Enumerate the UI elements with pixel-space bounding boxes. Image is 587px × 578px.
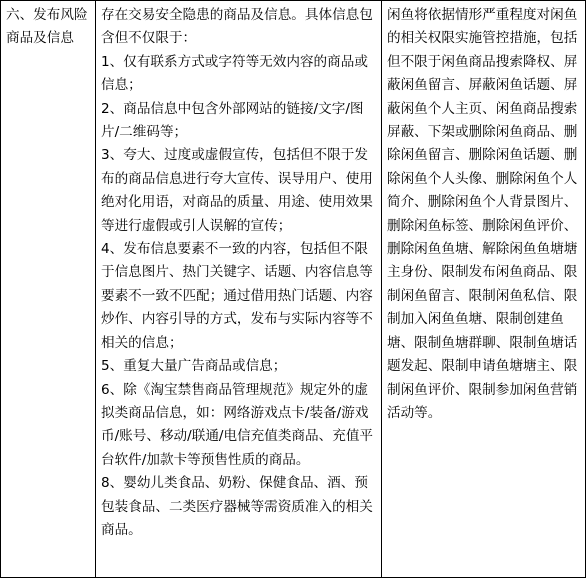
description-item-5: 5、重复大量广告商品或信息； [101, 358, 287, 375]
description-item-2: 2、商品信息中包含外部网站的链接/文字/图片/二维码等； [101, 100, 364, 141]
description-item-4: 4、发布信息要素不一致的内容，包括但不限于信息图片、热门关键字、话题、内容信息等要素不一致不匹配；通过借用热门话题、内容炒作、内容引导的方式，发布与实际内容等不相关的信息； [101, 241, 373, 351]
description-item-1: 1、仅有联系方式或字符等无效内容的商品或信息； [101, 53, 368, 94]
description-item-8: 8、婴幼儿类食品、奶粉、保健食品、酒、预包装食品、二类医疗器械等需资质准入的相关商品。 [101, 475, 373, 538]
description-item-3: 3、夸大、过度或虚假宣传，包括但不限于发布的商品信息进行夸大宣传、误导用户、使用绝对化用语，对商品的质量、用途、使用效果等进行虚假或引人误解的宣传； [101, 147, 373, 234]
description-intro: 存在交易安全隐患的商品及信息。具体信息包含但不仅限于： [101, 7, 373, 47]
violation-description-cell [96, 1, 382, 578]
table-row [1, 1, 586, 578]
violation-category-cell: 六、发布风险商品及信息 [1, 1, 96, 578]
enforcement-action-cell: 闲鱼将依据情形严重程度对闲鱼的相关权限实施管控措施，包括但不限于闲鱼商品搜索降权、屏蔽闲鱼留言、屏蔽闲鱼话题、屏蔽闲鱼个人主页、闲鱼商品搜索屏蔽、下架或删除闲鱼商品、删除闲鱼留言、删除闲鱼话题、删除闲鱼个人头像、删除闲鱼个人简介、删除闲鱼个人背景图片、删除闲鱼标签、删除闲鱼评价、删除闲鱼鱼塘、解除闲鱼鱼塘塘主身份、限制发布闲鱼商品、限制闲鱼留言、限制闲鱼私信、限制加入闲鱼鱼塘、限制创建鱼塘、限制鱼塘群聊、限制鱼塘话题发起、限制申请鱼塘塘主、限制闲鱼评价、限制参加闲鱼营销活动等。 [382, 1, 586, 578]
description-item-6: 6、除《淘宝禁售商品管理规范》规定外的虚拟类商品信息，如：网络游戏点卡/装备/游戏币/账号、移动/联通/电信充值类商品、充值平台软件/加款卡等预售性质的商品。 [101, 381, 374, 468]
